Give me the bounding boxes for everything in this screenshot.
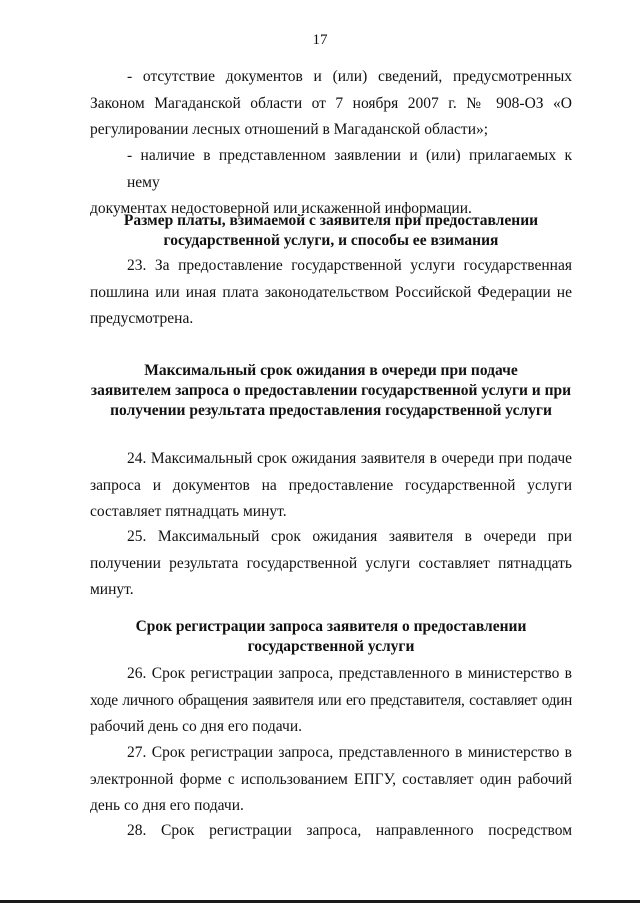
section-heading-fee — [90, 211, 572, 251]
text-line: 28. Срок регистрации запроса, направленного посредством — [127, 822, 572, 839]
text-line: рабочий день со дня его подачи. — [90, 718, 303, 735]
page-number: 17 — [312, 32, 328, 48]
text-line: 27. Срок регистрации запроса, представленного в министерство в — [127, 744, 572, 761]
text-line: регулировании лесных отношений в Магаданской области»; — [90, 121, 489, 138]
text-line: составляет пятнадцать минут. — [90, 503, 287, 520]
heading-line: Срок регистрации запроса заявителя о предоставлении — [135, 618, 527, 635]
heading-line: Размер платы, взимаемой с заявителя при предоставлении — [123, 212, 539, 229]
text-line: ходе личного обращения заявителя или его представителя, составляет один — [90, 691, 572, 709]
text-line: 26. Срок регистрации запроса, представленного в министерство в — [127, 665, 572, 682]
section-heading-registration — [90, 617, 572, 657]
text-line: 24. Максимальный срок ожидания заявителя в очереди при подаче — [127, 450, 572, 467]
text-line: - отсутствие документов и (или) сведений, предусмотренных — [127, 68, 572, 85]
text-line: 23. За предоставление государственной услуги государственная — [127, 257, 572, 274]
paragraph-24 — [90, 446, 572, 526]
text-line: запроса и документов на предоставление государственной услуги — [90, 476, 572, 494]
heading-line: государственной услуги, и способы ее взимания — [163, 232, 499, 249]
paragraph-23 — [90, 253, 572, 333]
text-line: электронной форме с использованием ЕПГУ, составляет один рабочий — [90, 770, 572, 788]
text-line: пошлина или иная плата законодательством Российской Федерации не — [90, 283, 572, 301]
paragraph-27 — [90, 740, 572, 820]
page-bottom-rule — [0, 900, 640, 903]
heading-line: получении результата предоставления государственной услуги — [110, 402, 552, 419]
heading-line: Максимальный срок ожидания в очереди при подаче — [144, 362, 518, 379]
heading-line: государственной услуги — [247, 638, 415, 655]
text-line: Законом Магаданской области от 7 ноября 2007 г. № 908-ОЗ «О — [90, 94, 572, 112]
heading-line: заявителем запроса о предоставлении государственной услуги и при — [90, 382, 572, 399]
text-line: предусмотрена. — [90, 310, 194, 327]
paragraph-26 — [90, 661, 572, 741]
text-line: минут. — [90, 581, 134, 598]
text-line: документах недостоверной или искаженной информации. — [90, 200, 472, 217]
section-heading-wait — [90, 361, 572, 421]
paragraph-25 — [90, 524, 572, 604]
text-line: день со дня его подачи. — [90, 797, 244, 814]
text-line: получении результата государственной услуги составляет пятнадцать — [90, 554, 572, 572]
list-item-missing-documents — [90, 64, 572, 144]
text-line: 25. Максимальный срок ожидания заявителя в очереди при — [127, 528, 572, 545]
text-line: - наличие в представленном заявлении и (или) прилагаемых к нему — [127, 147, 572, 191]
paragraph-28 — [90, 818, 572, 845]
